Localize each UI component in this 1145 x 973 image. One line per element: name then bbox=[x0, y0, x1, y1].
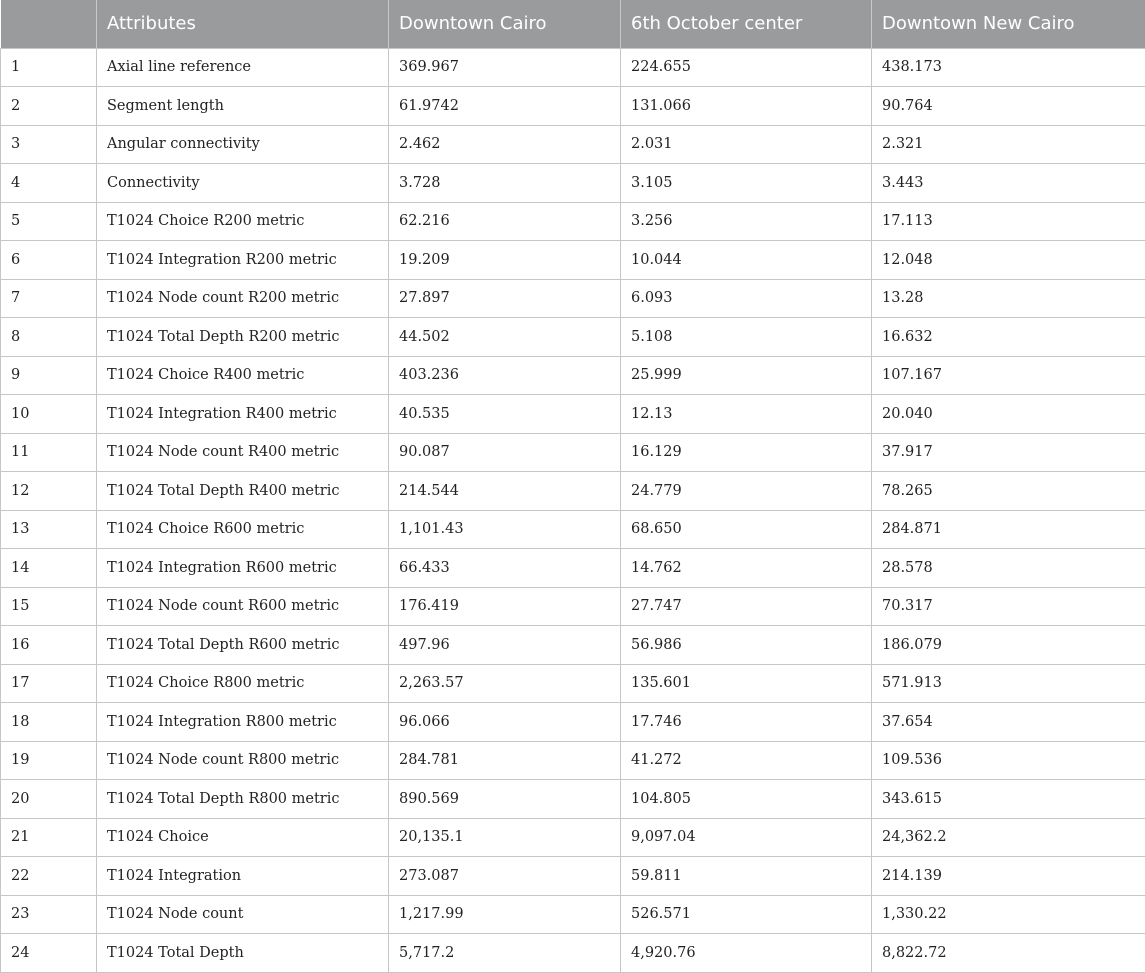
cell-downtown-new-cairo: 1,330.22 bbox=[872, 895, 1145, 934]
cell-index: 24 bbox=[1, 934, 97, 973]
table-row bbox=[1, 549, 1145, 588]
cell-downtown-new-cairo: 70.317 bbox=[872, 587, 1145, 626]
cell-index: 21 bbox=[1, 818, 97, 857]
cell-6th-october-center: 17.746 bbox=[621, 703, 872, 742]
cell-6th-october-center: 41.272 bbox=[621, 741, 872, 780]
cell-downtown-new-cairo: 90.764 bbox=[872, 87, 1145, 126]
cell-6th-october-center: 6.093 bbox=[621, 279, 872, 318]
header-attributes: Attributes bbox=[97, 0, 389, 48]
cell-downtown-new-cairo: 109.536 bbox=[872, 741, 1145, 780]
cell-index: 8 bbox=[1, 318, 97, 357]
table-row bbox=[1, 741, 1145, 780]
cell-attribute: Segment length bbox=[97, 87, 389, 126]
cell-attribute: T1024 Integration R800 metric bbox=[97, 703, 389, 742]
cell-downtown-cairo: 369.967 bbox=[389, 48, 621, 87]
cell-downtown-new-cairo: 3.443 bbox=[872, 164, 1145, 203]
cell-attribute: T1024 Total Depth R800 metric bbox=[97, 780, 389, 819]
cell-index: 6 bbox=[1, 241, 97, 280]
cell-downtown-cairo: 1,101.43 bbox=[389, 510, 621, 549]
header-downtown-cairo: Downtown Cairo bbox=[389, 0, 621, 48]
table-row bbox=[1, 87, 1145, 126]
cell-6th-october-center: 3.256 bbox=[621, 202, 872, 241]
cell-6th-october-center: 27.747 bbox=[621, 587, 872, 626]
cell-downtown-cairo: 66.433 bbox=[389, 549, 621, 588]
cell-6th-october-center: 68.650 bbox=[621, 510, 872, 549]
cell-downtown-new-cairo: 24,362.2 bbox=[872, 818, 1145, 857]
cell-attribute: T1024 Total Depth R400 metric bbox=[97, 472, 389, 511]
header-index bbox=[1, 0, 97, 48]
table-row bbox=[1, 780, 1145, 819]
cell-attribute: Angular connectivity bbox=[97, 125, 389, 164]
cell-attribute: Axial line reference bbox=[97, 48, 389, 87]
cell-downtown-new-cairo: 438.173 bbox=[872, 48, 1145, 87]
cell-downtown-cairo: 284.781 bbox=[389, 741, 621, 780]
cell-downtown-new-cairo: 571.913 bbox=[872, 664, 1145, 703]
cell-downtown-cairo: 61.9742 bbox=[389, 87, 621, 126]
cell-downtown-cairo: 27.897 bbox=[389, 279, 621, 318]
cell-attribute: T1024 Node count R800 metric bbox=[97, 741, 389, 780]
cell-attribute: T1024 Node count R600 metric bbox=[97, 587, 389, 626]
cell-index: 13 bbox=[1, 510, 97, 549]
cell-6th-october-center: 12.13 bbox=[621, 395, 872, 434]
cell-attribute: T1024 Total Depth R600 metric bbox=[97, 626, 389, 665]
table-row bbox=[1, 164, 1145, 203]
cell-downtown-new-cairo: 13.28 bbox=[872, 279, 1145, 318]
cell-downtown-cairo: 403.236 bbox=[389, 356, 621, 395]
cell-attribute: T1024 Integration bbox=[97, 857, 389, 896]
cell-attribute: T1024 Choice R400 metric bbox=[97, 356, 389, 395]
cell-6th-october-center: 25.999 bbox=[621, 356, 872, 395]
cell-downtown-cairo: 1,217.99 bbox=[389, 895, 621, 934]
table-row bbox=[1, 433, 1145, 472]
header-6th-october-center: 6th October center bbox=[621, 0, 872, 48]
cell-attribute: T1024 Integration R600 metric bbox=[97, 549, 389, 588]
cell-index: 10 bbox=[1, 395, 97, 434]
cell-downtown-cairo: 2.462 bbox=[389, 125, 621, 164]
cell-downtown-cairo: 20,135.1 bbox=[389, 818, 621, 857]
cell-index: 16 bbox=[1, 626, 97, 665]
cell-downtown-new-cairo: 16.632 bbox=[872, 318, 1145, 357]
cell-6th-october-center: 2.031 bbox=[621, 125, 872, 164]
table-row bbox=[1, 202, 1145, 241]
cell-index: 11 bbox=[1, 433, 97, 472]
cell-downtown-cairo: 497.96 bbox=[389, 626, 621, 665]
cell-downtown-cairo: 62.216 bbox=[389, 202, 621, 241]
table-row bbox=[1, 241, 1145, 280]
cell-attribute: T1024 Node count bbox=[97, 895, 389, 934]
cell-downtown-cairo: 40.535 bbox=[389, 395, 621, 434]
cell-downtown-new-cairo: 37.917 bbox=[872, 433, 1145, 472]
table-row bbox=[1, 664, 1145, 703]
table-row bbox=[1, 510, 1145, 549]
cell-downtown-cairo: 44.502 bbox=[389, 318, 621, 357]
table-row bbox=[1, 895, 1145, 934]
table-row bbox=[1, 818, 1145, 857]
cell-6th-october-center: 526.571 bbox=[621, 895, 872, 934]
table-row bbox=[1, 934, 1145, 973]
cell-downtown-new-cairo: 37.654 bbox=[872, 703, 1145, 742]
cell-attribute: T1024 Integration R200 metric bbox=[97, 241, 389, 280]
cell-index: 14 bbox=[1, 549, 97, 588]
cell-6th-october-center: 104.805 bbox=[621, 780, 872, 819]
cell-downtown-cairo: 5,717.2 bbox=[389, 934, 621, 973]
cell-attribute: T1024 Integration R400 metric bbox=[97, 395, 389, 434]
cell-index: 17 bbox=[1, 664, 97, 703]
cell-6th-october-center: 56.986 bbox=[621, 626, 872, 665]
cell-attribute: T1024 Total Depth R200 metric bbox=[97, 318, 389, 357]
cell-downtown-cairo: 214.544 bbox=[389, 472, 621, 511]
table-row bbox=[1, 857, 1145, 896]
cell-downtown-new-cairo: 343.615 bbox=[872, 780, 1145, 819]
header-downtown-new-cairo: Downtown New Cairo bbox=[872, 0, 1145, 48]
table-row bbox=[1, 356, 1145, 395]
cell-attribute: T1024 Node count R400 metric bbox=[97, 433, 389, 472]
cell-attribute: T1024 Choice R200 metric bbox=[97, 202, 389, 241]
cell-downtown-new-cairo: 17.113 bbox=[872, 202, 1145, 241]
table-row bbox=[1, 395, 1145, 434]
cell-downtown-new-cairo: 284.871 bbox=[872, 510, 1145, 549]
table-row bbox=[1, 318, 1145, 357]
cell-index: 12 bbox=[1, 472, 97, 511]
cell-index: 20 bbox=[1, 780, 97, 819]
cell-6th-october-center: 10.044 bbox=[621, 241, 872, 280]
cell-attribute: T1024 Choice R800 metric bbox=[97, 664, 389, 703]
cell-6th-october-center: 24.779 bbox=[621, 472, 872, 511]
cell-downtown-cairo: 19.209 bbox=[389, 241, 621, 280]
cell-downtown-new-cairo: 78.265 bbox=[872, 472, 1145, 511]
cell-6th-october-center: 3.105 bbox=[621, 164, 872, 203]
cell-downtown-cairo: 890.569 bbox=[389, 780, 621, 819]
cell-index: 2 bbox=[1, 87, 97, 126]
cell-attribute: Connectivity bbox=[97, 164, 389, 203]
table-body bbox=[1, 48, 1145, 972]
cell-6th-october-center: 59.811 bbox=[621, 857, 872, 896]
cell-index: 23 bbox=[1, 895, 97, 934]
cell-6th-october-center: 16.129 bbox=[621, 433, 872, 472]
cell-6th-october-center: 131.066 bbox=[621, 87, 872, 126]
cell-downtown-cairo: 176.419 bbox=[389, 587, 621, 626]
table-row bbox=[1, 279, 1145, 318]
cell-attribute: T1024 Total Depth bbox=[97, 934, 389, 973]
cell-index: 7 bbox=[1, 279, 97, 318]
cell-downtown-new-cairo: 2.321 bbox=[872, 125, 1145, 164]
cell-downtown-new-cairo: 28.578 bbox=[872, 549, 1145, 588]
cell-attribute: T1024 Choice R600 metric bbox=[97, 510, 389, 549]
cell-index: 4 bbox=[1, 164, 97, 203]
cell-downtown-cairo: 273.087 bbox=[389, 857, 621, 896]
cell-downtown-new-cairo: 107.167 bbox=[872, 356, 1145, 395]
cell-downtown-cairo: 3.728 bbox=[389, 164, 621, 203]
cell-downtown-new-cairo: 186.079 bbox=[872, 626, 1145, 665]
table-row bbox=[1, 48, 1145, 87]
cell-index: 5 bbox=[1, 202, 97, 241]
cell-downtown-new-cairo: 8,822.72 bbox=[872, 934, 1145, 973]
cell-6th-october-center: 14.762 bbox=[621, 549, 872, 588]
table-row bbox=[1, 472, 1145, 511]
cell-index: 9 bbox=[1, 356, 97, 395]
cell-downtown-new-cairo: 12.048 bbox=[872, 241, 1145, 280]
cell-downtown-new-cairo: 214.139 bbox=[872, 857, 1145, 896]
cell-downtown-cairo: 96.066 bbox=[389, 703, 621, 742]
cell-attribute: T1024 Node count R200 metric bbox=[97, 279, 389, 318]
cell-attribute: T1024 Choice bbox=[97, 818, 389, 857]
cell-6th-october-center: 4,920.76 bbox=[621, 934, 872, 973]
cell-downtown-new-cairo: 20.040 bbox=[872, 395, 1145, 434]
cell-6th-october-center: 9,097.04 bbox=[621, 818, 872, 857]
table-row bbox=[1, 587, 1145, 626]
table-row bbox=[1, 125, 1145, 164]
header-row bbox=[1, 0, 1145, 48]
cell-downtown-cairo: 90.087 bbox=[389, 433, 621, 472]
cell-6th-october-center: 135.601 bbox=[621, 664, 872, 703]
cell-index: 19 bbox=[1, 741, 97, 780]
cell-index: 18 bbox=[1, 703, 97, 742]
cell-index: 1 bbox=[1, 48, 97, 87]
cell-index: 22 bbox=[1, 857, 97, 896]
table-row bbox=[1, 703, 1145, 742]
cell-downtown-cairo: 2,263.57 bbox=[389, 664, 621, 703]
cell-6th-october-center: 5.108 bbox=[621, 318, 872, 357]
cell-index: 3 bbox=[1, 125, 97, 164]
table-row bbox=[1, 626, 1145, 665]
cell-6th-october-center: 224.655 bbox=[621, 48, 872, 87]
cell-index: 15 bbox=[1, 587, 97, 626]
table-header bbox=[1, 0, 1145, 48]
